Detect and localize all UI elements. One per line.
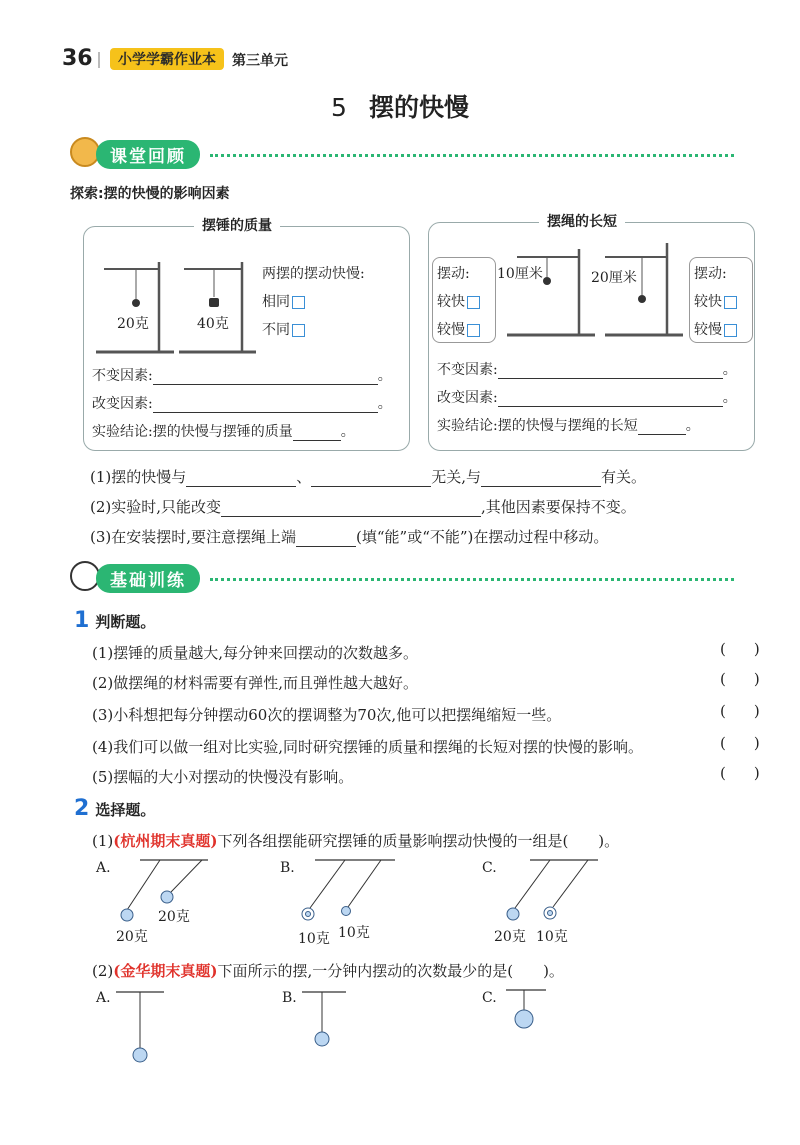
blank[interactable] xyxy=(296,530,356,547)
blank[interactable] xyxy=(498,390,723,407)
blank[interactable] xyxy=(221,500,481,517)
mass-b-label: 40克 xyxy=(197,316,229,332)
option-diff[interactable] xyxy=(262,319,305,339)
swing-label-right: 摆动: xyxy=(694,266,727,282)
mass-experiment-box xyxy=(83,218,410,451)
judge-item: (5)摆幅的大小对摆动的快慢没有影响。 xyxy=(92,768,354,786)
judge-item: (4)我们可以做一组对比实验,同时研究摆锤的质量和摆绳的长短对摆的快慢的影响。 xyxy=(92,738,644,756)
blank[interactable] xyxy=(153,368,378,385)
explore-title: 探索:摆的快慢的影响因素 xyxy=(70,186,230,202)
answer-parentheses[interactable]: () xyxy=(720,734,788,752)
checkbox-same[interactable] xyxy=(292,296,305,309)
blank[interactable] xyxy=(638,418,686,435)
option-c-pendulums xyxy=(500,852,610,932)
page-title xyxy=(0,88,800,124)
option-slower-right[interactable]: 较慢 xyxy=(694,319,737,339)
question-2-title: 选择题。 xyxy=(95,801,156,819)
practice-banner xyxy=(70,564,770,592)
choice-question-1: (1)(杭州期末真题)下列各组摆能研究摆锤的质量影响摆动快慢的一组是( )。 xyxy=(92,832,620,850)
blank[interactable] xyxy=(293,424,341,441)
answer-parentheses[interactable]: () xyxy=(720,640,788,658)
option-slower-left[interactable]: 较慢 xyxy=(437,319,480,339)
fill-question-1: (1)摆的快慢与 、 无关,与 有关。 xyxy=(90,468,647,486)
review-banner xyxy=(70,140,770,168)
length-box-title: 摆绳的长短 xyxy=(539,211,625,231)
conclusion-line[interactable]: 实验结论:摆的快慢与摆锤的质量 。 xyxy=(92,424,355,440)
constant-factor-line[interactable]: 不变因素: 。 xyxy=(92,368,392,384)
banner-dots xyxy=(210,578,734,581)
option-c-mass-1: 20克 xyxy=(494,929,526,945)
answer-parentheses[interactable]: () xyxy=(720,764,788,782)
option-b-pendulums xyxy=(295,852,405,932)
unit-label: 第三单元 xyxy=(232,53,288,69)
question-1-number: 1 xyxy=(74,608,90,633)
option-b-mass-1: 10克 xyxy=(298,931,330,947)
review-banner-label: 课堂回顾 xyxy=(96,140,200,169)
lesson-number: 5 xyxy=(331,93,347,122)
option-b-mass-2: 10克 xyxy=(338,925,370,941)
practice-banner-label: 基础训练 xyxy=(96,564,200,593)
question-1-title: 判断题。 xyxy=(95,613,156,631)
mass-pendulum-stands xyxy=(84,237,409,357)
option-c-mass-2: 10克 xyxy=(536,929,568,945)
checkbox-slower-left[interactable] xyxy=(467,324,480,337)
choice-question-2: (2)(金华期末真题)下面所示的摆,一分钟内摆动的次数最少的是( )。 xyxy=(92,962,564,980)
judge-item: (1)摆锤的质量越大,每分钟来回摆动的次数越多。 xyxy=(92,644,419,662)
changed-factor-line[interactable]: 改变因素: 。 xyxy=(92,396,392,412)
mass-a-label: 20克 xyxy=(117,316,149,332)
option-c-short-pendulum xyxy=(500,984,560,1044)
changed-factor-line-2[interactable]: 改变因素: 。 xyxy=(437,390,737,406)
option-a-label[interactable]: A. xyxy=(96,860,111,876)
length-b-label: 20厘米 xyxy=(591,270,637,286)
length-a-label: 10厘米 xyxy=(497,266,543,282)
mass-box-title: 摆锤的质量 xyxy=(194,215,280,235)
swing-label-left: 摆动: xyxy=(437,266,470,282)
option-a-label-2[interactable]: A. xyxy=(96,990,111,1006)
option-a-long-pendulum xyxy=(110,986,170,1066)
constant-factor-line-2[interactable]: 不变因素: 。 xyxy=(437,362,737,378)
checkbox-slower-right[interactable] xyxy=(724,324,737,337)
question-2-number: 2 xyxy=(74,796,90,821)
conclusion-line-2[interactable]: 实验结论:摆的快慢与摆绳的长短 。 xyxy=(437,418,700,434)
series-badge: 小学学霸作业本 xyxy=(110,48,224,70)
question-1-heading xyxy=(74,608,155,633)
length-experiment-box xyxy=(428,214,755,451)
option-a-mass-1: 20克 xyxy=(116,929,148,945)
source-tag: (金华期末真题) xyxy=(113,962,218,980)
option-same[interactable] xyxy=(262,291,305,311)
header-divider xyxy=(98,52,100,68)
blank[interactable] xyxy=(311,470,431,487)
option-b-label[interactable]: B. xyxy=(280,860,295,876)
banner-dots xyxy=(210,154,734,157)
option-c-label[interactable]: C. xyxy=(482,860,497,876)
option-b-label-2[interactable]: B. xyxy=(282,990,297,1006)
page-number: 36 xyxy=(62,46,93,71)
blank[interactable] xyxy=(498,362,723,379)
option-diff-label: 不同 xyxy=(262,322,290,338)
answer-parentheses[interactable]: () xyxy=(720,670,788,688)
blank[interactable] xyxy=(481,470,601,487)
judge-item: (2)做摆绳的材料需要有弹性,而且弹性越大越好。 xyxy=(92,674,419,692)
blank[interactable] xyxy=(153,396,378,413)
blank[interactable] xyxy=(186,470,296,487)
option-b-medium-pendulum xyxy=(296,986,356,1056)
option-a-mass-2: 20克 xyxy=(158,909,190,925)
option-same-label: 相同 xyxy=(262,294,290,310)
length-pendulum-stands xyxy=(497,237,687,347)
lesson-title: 摆的快慢 xyxy=(368,93,469,122)
answer-parentheses[interactable]: () xyxy=(720,702,788,720)
checkbox-faster-right[interactable] xyxy=(724,296,737,309)
checkbox-diff[interactable] xyxy=(292,324,305,337)
source-tag: (杭州期末真题) xyxy=(113,832,218,850)
option-c-label-2[interactable]: C. xyxy=(482,990,497,1006)
fill-question-2: (2)实验时,只能改变 ,其他因素要保持不变。 xyxy=(90,498,636,516)
option-faster-right[interactable]: 较快 xyxy=(694,291,737,311)
fill-question-3: (3)在安装摆时,要注意摆绳上端 (填“能”或“不能”)在摆动过程中移动。 xyxy=(90,528,609,546)
checkbox-faster-left[interactable] xyxy=(467,296,480,309)
option-faster-left[interactable]: 较快 xyxy=(437,291,480,311)
judge-item: (3)小科想把每分钟摆动60次的摆调整为70次,他可以把摆绳缩短一些。 xyxy=(92,706,562,724)
question-2-heading xyxy=(74,796,155,821)
mass-question: 两摆的摆动快慢: xyxy=(262,266,365,282)
